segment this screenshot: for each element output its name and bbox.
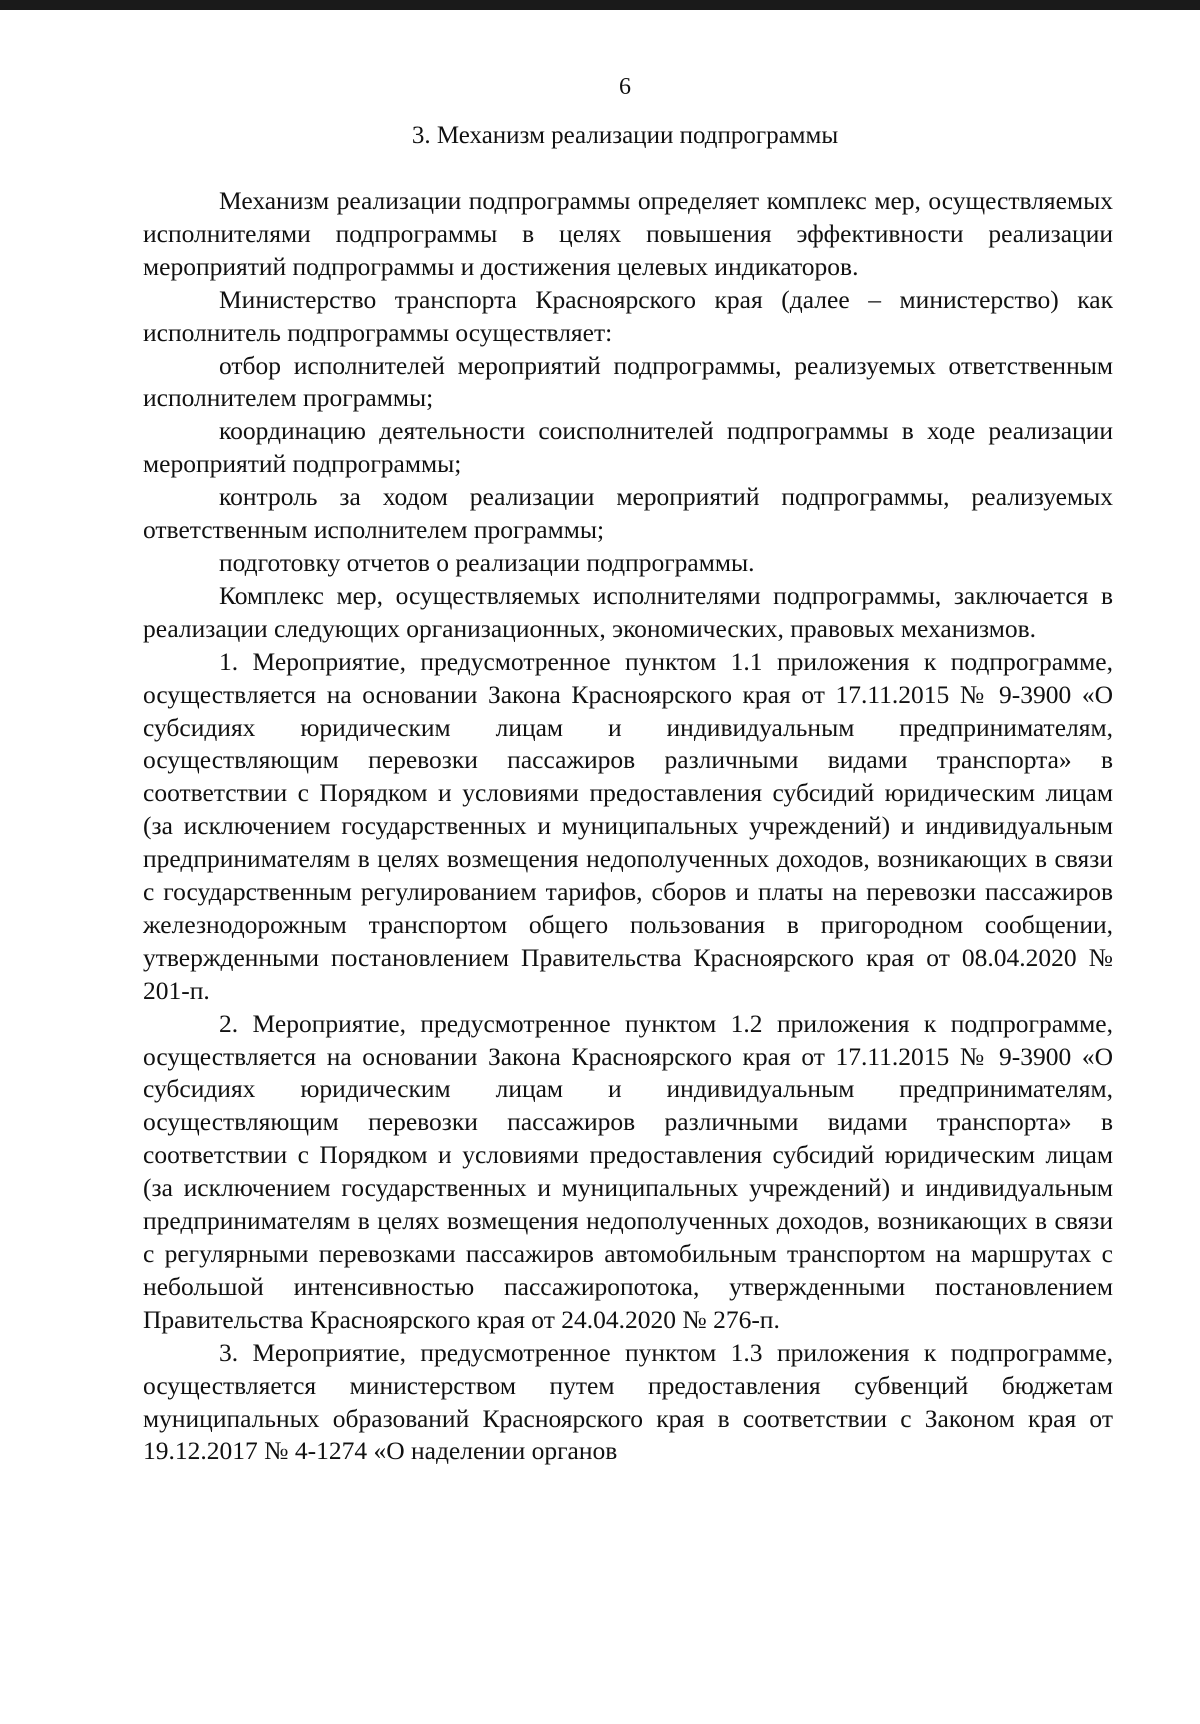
paragraph-measure-2: 2. Мероприятие, предусмотренное пунктом 1.2 приложения к подпрограмме, осуществляется на основании Закона Красноярского края от 17.11.2015 № 9-3900 «О субсидиях юридическим лицам и индивидуальным предпринимателям, осуществляющим перевозки пассажиров различными видами транспорта» в соответствии с Порядком и условиями предоставления субсидий юридическим лицам (за исключением государственных и муниципальных учреждений) и индивидуальным предпринимателям в целях возмещения недополученных доходов, возникающих в связи с регулярными перевозками пассажиров автомобильным транспортом на маршрутах с небольшой интенсивностью пассажиропотока, утвержденными постановлением Правительства Красноярского края от 24.04.2020 № 276-п. xyxy=(143,1008,1113,1334)
paragraph-measure-1: 1. Мероприятие, предусмотренное пунктом 1.1 приложения к подпрограмме, осуществляется на основании Закона Красноярского края от 17.11.2015 № 9-3900 «О субсидиях юридическим лицам и индивидуальным предпринимателям, осуществляющим перевозки пассажиров различными видами транспорта» в соответствии с Порядком и условиями предоставления субсидий юридическим лицам (за исключением государственных и муниципальных учреждений) и индивидуальным предпринимателям в целях возмещения недополученных доходов, возникающих в связи с государственным регулированием тарифов, сборов и платы на перевозки пассажиров железнодорожным транспортом общего пользования в пригородном сообщении, утвержденными постановлением Правительства Красноярского края от 08.04.2020 № 201-п. xyxy=(143,646,1113,1005)
section-title: 3. Механизм реализации подпрограммы xyxy=(411,122,839,149)
paragraph-measures: Комплекс мер, осуществляемых исполнителями подпрограммы, заключается в реализации следующих организационных, экономических, правовых механизмов. xyxy=(143,580,1113,643)
paragraph-coordination: координацию деятельности соисполнителей подпрограммы в ходе реализации мероприятий подпрограммы; xyxy=(143,416,1113,479)
paragraph-ministry-role: Министерство транспорта Красноярского края (далее – министерство) как исполнитель подпрограммы осуществляет: xyxy=(143,284,1113,347)
paragraph-reports: подготовку отчетов о реализации подпрограммы. xyxy=(219,547,755,577)
paragraph-mechanism-intro: Механизм реализации подпрограммы определяет комплекс мер, осуществляемых исполнителями подпрограммы в целях повышения эффективности реализации мероприятий подпрограммы и достижения целевых индикаторов. xyxy=(143,186,1113,281)
page-number: 6 xyxy=(619,74,631,100)
paragraph-measure-3: 3. Мероприятие, предусмотренное пунктом 1.3 приложения к подпрограмме, осуществляется министерством путем предоставления субвенций бюджетам муниципальных образований Красноярского края в соответствии с Законом края от 19.12.2017 № 4-1274 «О наделении органов xyxy=(143,1337,1113,1466)
paragraph-control: контроль за ходом реализации мероприятий подпрограммы, реализуемых ответственным исполнителем программы; xyxy=(143,482,1113,545)
paragraph-selection: отбор исполнителей мероприятий подпрограммы, реализуемых ответственным исполнителем программы; xyxy=(143,350,1113,413)
document-body xyxy=(143,185,1113,1468)
scan-top-edge xyxy=(0,0,1200,10)
